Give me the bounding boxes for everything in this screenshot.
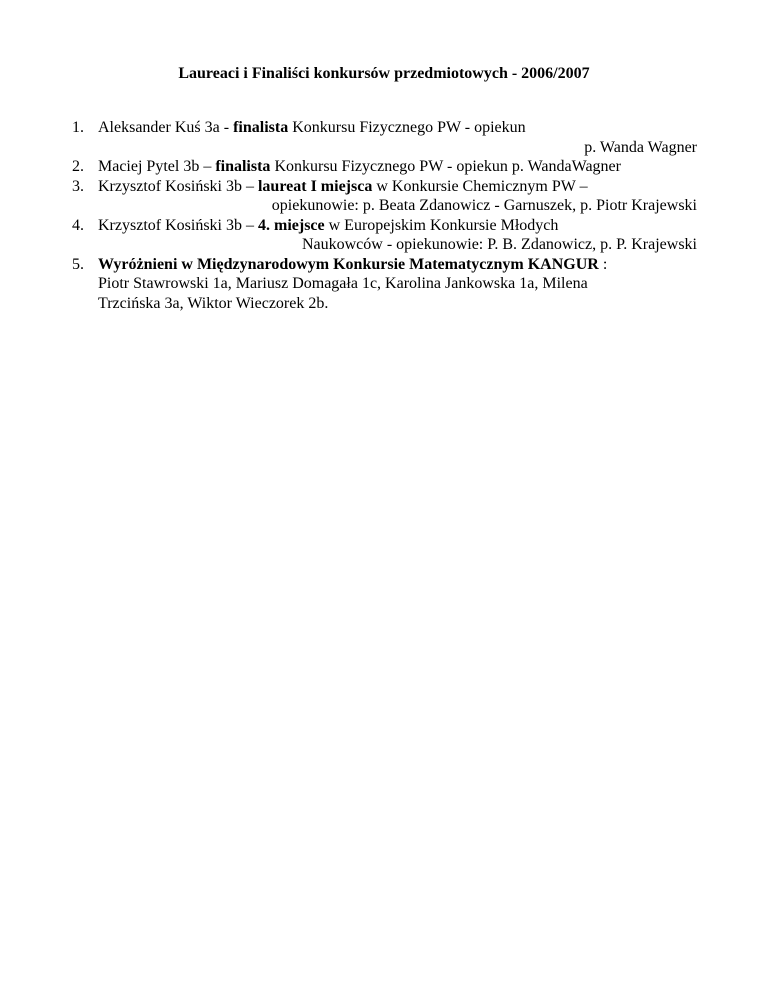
item-award: laureat I miejsca	[257, 177, 373, 195]
item-award: finalista	[215, 158, 271, 175]
item-text: w Konkursie Chemicznym PW –	[372, 177, 588, 195]
laureates-list	[72, 118, 697, 313]
list-item	[72, 118, 697, 157]
document-title: Laureaci i Finaliści konkursów przedmiotowych - 2006/2007	[178, 65, 590, 82]
item-award: finalista	[233, 119, 289, 136]
list-item	[72, 157, 697, 177]
item-line	[98, 157, 697, 177]
item-supervisor: Naukowców - opiekunowie: P. B. Zdanowicz, p. P. Krajewski	[301, 236, 697, 253]
item-number: 5.	[72, 255, 84, 273]
item-names: Piotr Stawrowski 1a, Mariusz Domagała 1c, Karolina Jankowska 1a, Milena	[98, 275, 588, 292]
list-item	[72, 255, 697, 314]
item-line	[98, 177, 697, 197]
item-text: Krzysztof Kosiński 3b –	[98, 216, 258, 234]
item-text: :	[598, 255, 608, 273]
item-number: 1.	[72, 119, 84, 136]
item-line	[98, 255, 697, 275]
item-text: Konkursu Fizycznego PW - opiekun	[288, 119, 526, 136]
item-line	[98, 216, 697, 236]
item-supervisor: opiekunowie: p. Beata Zdanowicz - Garnuszek, p. Piotr Krajewski	[271, 197, 697, 214]
item-text: Maciej Pytel 3b –	[98, 158, 216, 175]
item-number: 3.	[72, 177, 84, 195]
item-supervisor: p. Wanda Wagner	[584, 138, 697, 156]
list-item	[72, 177, 697, 216]
item-names: Trzcińska 3a, Wiktor Wieczorek 2b.	[98, 294, 329, 312]
item-text: Konkursu Fizycznego PW - opiekun p. WandaWagner	[270, 158, 621, 175]
item-line	[98, 118, 697, 138]
item-number: 2.	[72, 158, 84, 175]
item-text: Krzysztof Kosiński 3b –	[98, 177, 258, 195]
list-item	[72, 216, 697, 255]
item-award: Wyróżnieni w Międzynarodowym Konkursie Matematycznym KANGUR	[98, 255, 599, 273]
item-number: 4.	[72, 216, 84, 234]
item-text: w Europejskim Konkursie Młodych	[324, 216, 559, 234]
item-text: Aleksander Kuś 3a -	[98, 119, 234, 136]
item-award: 4. miejsce	[257, 216, 325, 234]
